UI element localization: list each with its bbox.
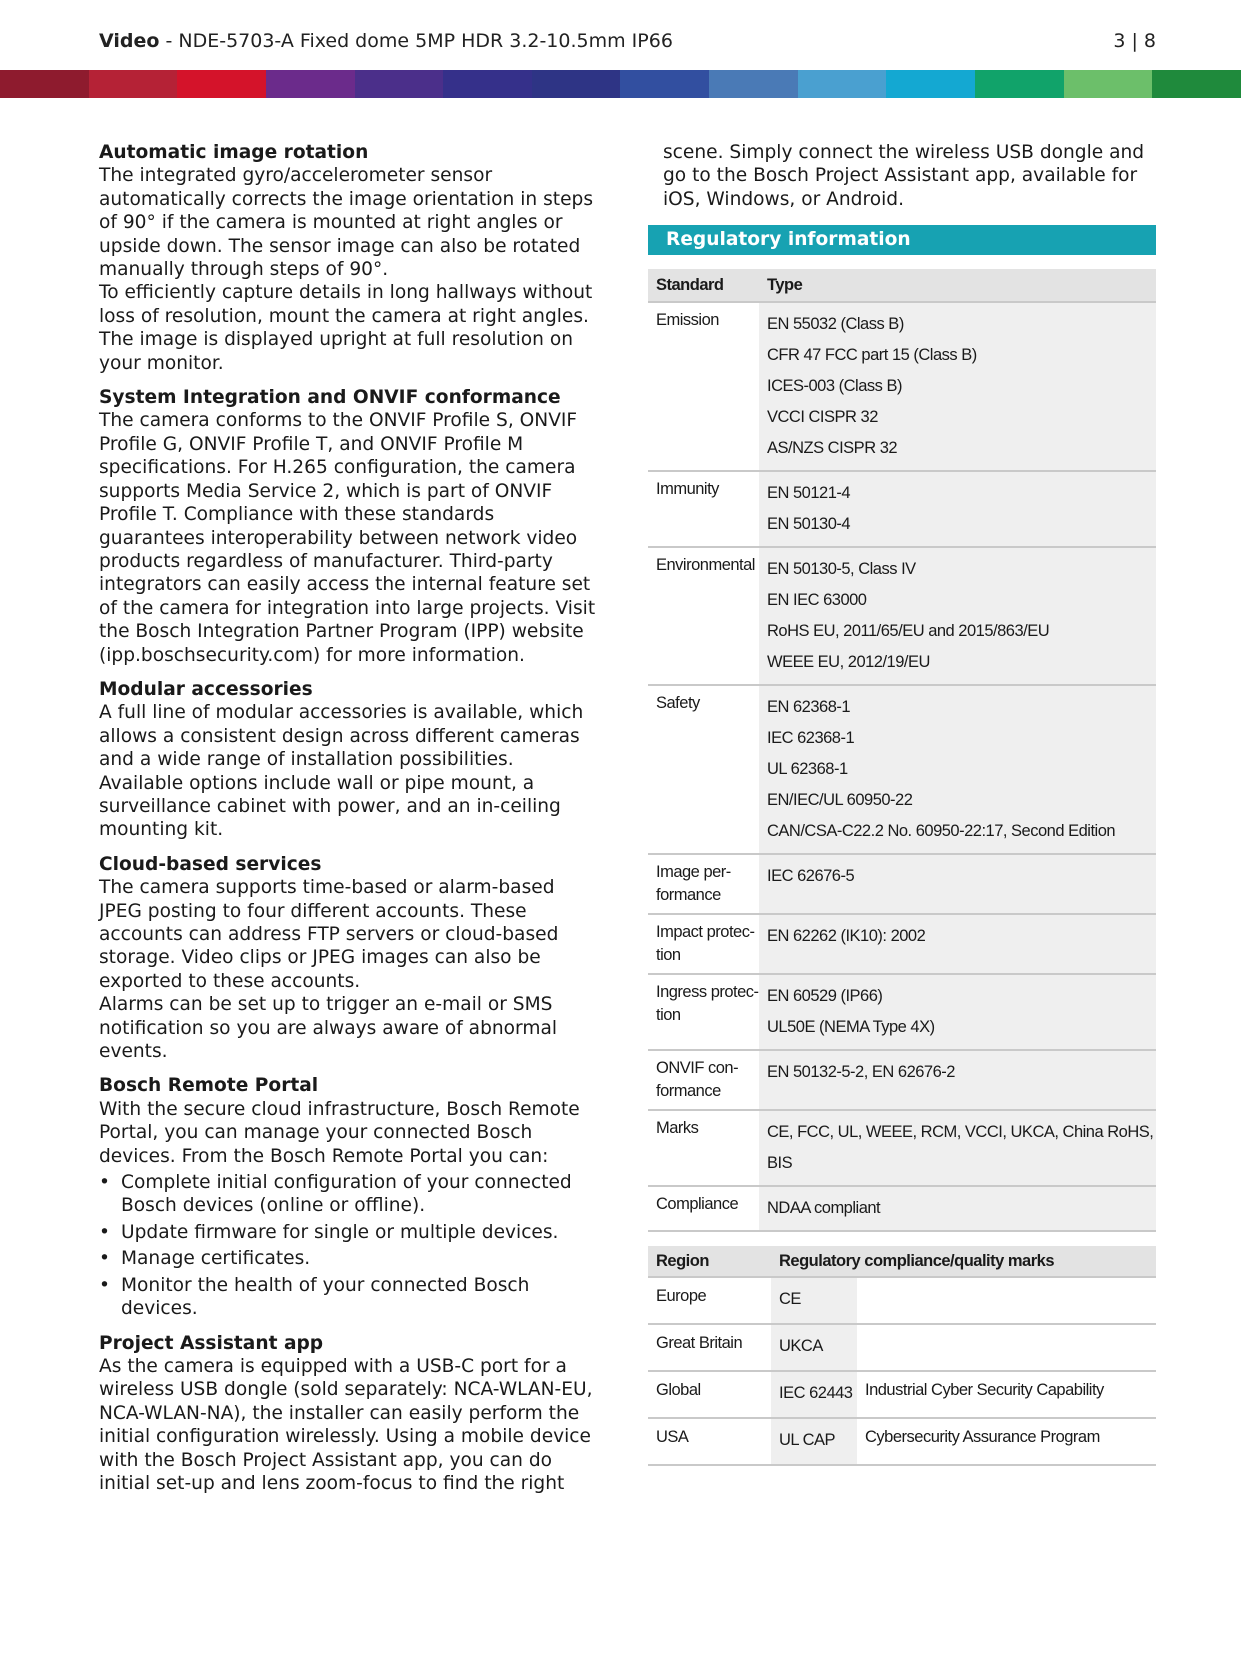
stripe-segment [266,70,355,98]
column-header: Regulatory compliance/quality marks [771,1246,1156,1276]
paragraph: Alarms can be set up to trigger an e-mail or SMS notification so you are always aware of abnormal events. [99,994,558,1063]
standard-values [759,1111,1156,1185]
page-number: 3 | 8 [1113,30,1156,52]
continued-paragraph: scene. Simply connect the wireless USB dongle and go to the Bosch Project Assistant app, available for iOS, Windows, or Android. [663,142,1145,210]
paragraph: With the secure cloud infrastructure, Bosch Remote Portal, you can manage your connected Bosch devices. From the Bosch Remote Portal you can: [99,1098,580,1167]
standard-value: WEEE EU, 2012/19/EU [767,653,930,672]
standard-label: Image per- formance [656,863,731,905]
paragraph: To efficiently capture details in long hallways without loss of resolution, mount the camera at right angles. The image is displayed upright at full resolution on your monitor. [99,282,593,374]
section-remote-portal [99,1074,599,1320]
mark-description: Industrial Cyber Security Capability [865,1381,1104,1400]
standard-values [759,686,1156,853]
section-heading: Project Assistant app [99,1332,324,1354]
standard-value: EN 62262 (IK10): 2002 [767,927,926,946]
table-row [648,472,1156,548]
column-header: Type [759,269,1156,301]
stripe-segment [1064,70,1153,98]
standard-value: UL50E (NEMA Type 4X) [767,1018,935,1037]
standard-value: EN/IEC/UL 60950-22 [767,791,913,810]
list-item: • Complete initial configuration of your connected Bosch devices (online or offline). [99,1172,572,1217]
list-item: • Monitor the health of your connected Bosch devices. [99,1274,530,1320]
bullet-list [99,1171,599,1320]
section-heading: Bosch Remote Portal [99,1075,319,1097]
quality-mark: CE [771,1278,857,1323]
table-row [648,686,1156,855]
standard-label: Marks [656,1119,699,1138]
section-cloud-services [99,853,599,1064]
standard-value: EN 50132-5-2, EN 62676-2 [767,1063,955,1082]
region-label: Great Britain [656,1334,743,1353]
section-heading: Modular accessories [99,678,313,700]
stripe-segment [975,70,1064,98]
standard-values [759,915,1156,973]
quality-mark: UKCA [771,1325,857,1370]
stripe-segment [709,70,798,98]
standard-values [759,303,1156,470]
standard-value: CFR 47 FCC part 15 (Class B) [767,346,977,365]
stripe-segment [443,70,532,98]
region-label: Global [656,1381,701,1400]
standard-values [759,472,1156,546]
stripe-segment [355,70,444,98]
header-category: Video [99,30,160,52]
stripe-segment [620,70,709,98]
table-header [648,1246,1156,1278]
paragraph: As the camera is equipped with a USB-C port for a wireless USB dongle (sold separately: NCA-WLAN-EU, NCA-WLAN-NA), the installer can easily perform the initial configuration wirelessly. Using a mobile device with the Bosch Project Assistant app, you can do initial set-up and lens zoom-focus to find the right [99,1355,593,1494]
list-item: • Update firmware for single or multiple devices. [99,1221,559,1243]
column-header: Standard [656,276,724,295]
paragraph: A full line of modular accessories is available, which allows a consistent design across different cameras and a wide range of installation possibilities. Available options include wall or pipe mount, a surveillance cabinet with power, and an in-ceiling mounting kit. [99,702,584,841]
standard-label: Ingress protec- tion [656,983,759,1025]
standard-value: EN 50121-4 [767,484,851,503]
left-column [99,141,599,1506]
bullet-icon: • [99,1172,110,1194]
standard-value: EN 60529 (IP66) [767,987,883,1006]
page-header [99,28,1156,54]
section-image-rotation [99,141,599,375]
color-stripe-banner [0,70,1241,98]
mark-description [857,1325,1156,1370]
table-row [648,915,1156,975]
standards-table [648,269,1156,1232]
stripe-segment [532,70,621,98]
table-row [648,975,1156,1051]
region-table [648,1246,1156,1466]
standard-value: CE, FCC, UL, WEEE, RCM, VCCI, UKCA, China RoHS, BIS [767,1123,1154,1173]
standard-values [759,548,1156,684]
standard-label: Compliance [656,1195,739,1214]
standard-value: IEC 62368-1 [767,729,855,748]
section-heading: Cloud-based services [99,853,322,875]
standard-value: ICES-003 (Class B) [767,377,902,396]
table-row [648,1419,1156,1466]
stripe-segment [798,70,887,98]
table-row [648,1111,1156,1187]
section-heading: System Integration and ONVIF conformance [99,387,561,409]
list-item: • Manage certificates. [99,1248,311,1270]
standard-value: EN 50130-5, Class IV [767,560,916,579]
bullet-icon: • [99,1221,110,1243]
mark-description [857,1278,1156,1323]
section-onvif [99,386,599,667]
standard-label: Emission [656,311,719,330]
table-row [648,1325,1156,1372]
standard-values [759,1187,1156,1230]
region-label: Europe [656,1287,707,1306]
quality-mark: IEC 62443 [771,1372,857,1417]
right-column [648,141,1156,1466]
standard-value: EN 55032 (Class B) [767,315,904,334]
standard-label: Environmental [656,556,755,575]
region-label: USA [656,1428,689,1447]
quality-mark: UL CAP [771,1419,857,1464]
standard-values [759,855,1156,913]
section-modular-accessories [99,678,599,842]
standard-value: IEC 62676-5 [767,867,855,886]
table-row [648,1372,1156,1419]
table-row [648,1278,1156,1325]
table-row [648,303,1156,472]
stripe-segment [0,70,89,98]
standard-value: CAN/CSA-C22.2 No. 60950-22:17, Second Edition [767,822,1116,841]
stripe-segment [89,70,178,98]
standard-values [759,975,1156,1049]
standard-value: EN IEC 63000 [767,591,867,610]
standard-value: VCCI CISPR 32 [767,408,878,427]
table-row [648,855,1156,915]
standard-label: Impact protec- tion [656,923,755,965]
standard-label: Safety [656,694,700,713]
standard-value: UL 62368-1 [767,760,848,779]
section-project-assistant [99,1332,599,1496]
section-heading: Automatic image rotation [99,142,369,163]
standard-value: EN 50130-4 [767,515,851,534]
table-row [648,1051,1156,1111]
column-header: Region [648,1246,771,1276]
stripe-segment [177,70,266,98]
paragraph: The integrated gyro/accelerometer sensor automatically corrects the image orientation in steps of 90° if the camera is mounted at right angles or upside down. The sensor image can also be rotated manually through steps of 90°. [99,165,594,281]
mark-description: Cybersecurity Assurance Program [865,1428,1100,1447]
standard-label: ONVIF con- formance [656,1059,739,1101]
regulatory-heading: Regulatory information [648,225,1156,255]
standard-label: Immunity [656,480,719,499]
paragraph: The camera supports time-based or alarm-based JPEG posting to four different accounts. These accounts can address FTP servers or cloud-based storage. Video clips or JPEG images can also be exported to these accounts. [99,877,559,992]
paragraph: The camera conforms to the ONVIF Profile S, ONVIF Profile G, ONVIF Profile T, and ONVIF Profile M specifications. For H.265 configuration, the camera supports Media Service 2, which is part of ONVIF Profile T. Compliance with these standards guarantees interoperability between network video products regardless of manufacturer. Third-party integrators can easily access the internal feature set of the camera for integration into large projects. Visit the Bosch Integration Partner Program (IPP) website (ipp.boschsecurity.com) for more information. [99,410,596,666]
bullet-icon: • [99,1248,110,1270]
table-row [648,548,1156,686]
standard-value: NDAA compliant [767,1199,881,1218]
stripe-segment [1152,70,1241,98]
standard-value: RoHS EU, 2011/65/EU and 2015/863/EU [767,622,1050,641]
stripe-segment [886,70,975,98]
table-row [648,1187,1156,1232]
table-header [648,269,1156,303]
bullet-icon: • [99,1274,110,1296]
header-product-title: - NDE-5703-A Fixed dome 5MP HDR 3.2-10.5mm IP66 [159,30,673,52]
standard-values [759,1051,1156,1109]
standard-value: EN 62368-1 [767,698,851,717]
standard-value: AS/NZS CISPR 32 [767,439,898,458]
